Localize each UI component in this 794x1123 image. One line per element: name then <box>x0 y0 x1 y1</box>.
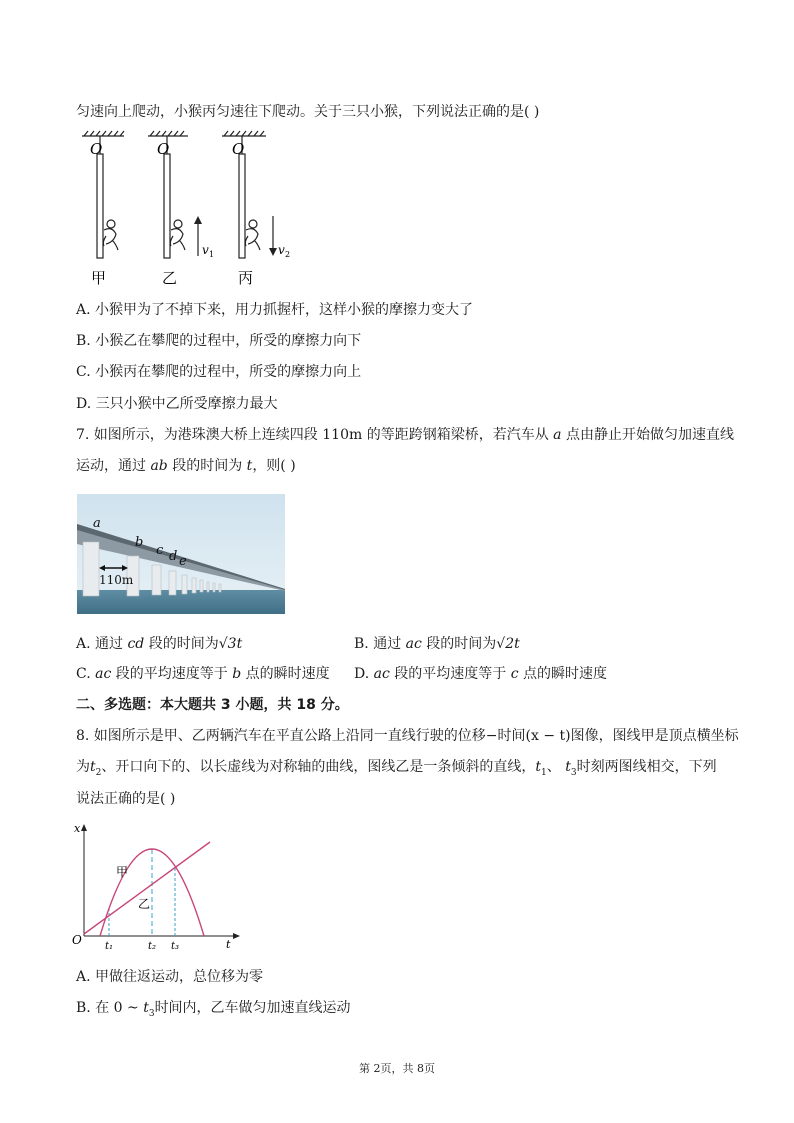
graph-t1: t₁ <box>105 941 114 952</box>
v1-sub: 1 <box>209 250 215 259</box>
v2-sub: 2 <box>285 250 291 259</box>
v1-label: v <box>202 243 209 257</box>
q7-option-c: C. ac 段的平均速度等于 b 点的瞬时速度 <box>76 666 330 682</box>
graph-x-label: t <box>226 938 231 951</box>
pivot-label-1: O <box>90 140 103 158</box>
q7-option-d: D. ac 段的平均速度等于 c 点的瞬时速度 <box>354 666 608 682</box>
v2-label: v <box>278 243 285 257</box>
graph-curve-jia: 甲 <box>116 865 129 879</box>
q8-xt-graph <box>68 816 248 956</box>
q7-stem-line1: 7. 如图所示，为港珠澳大桥上连续四段 110m 的等距跨钢箱梁桥，若汽车从 a 点由静止开始做匀加速直线 <box>76 427 734 443</box>
q7-option-b: B. 通过 ac 段的时间为√2t <box>354 636 520 652</box>
q7-stem-line2: 运动，通过 ab 段的时间为 t，则( ) <box>76 458 296 474</box>
photo-dim-label: 110m <box>99 573 134 587</box>
q6-option-b: B. 小猴乙在攀爬的过程中，所受的摩擦力向下 <box>76 333 362 349</box>
q8-stem-line3: 说法正确的是( ) <box>76 791 176 807</box>
name-jia: 甲 <box>91 269 107 287</box>
name-yi: 乙 <box>162 269 178 287</box>
q6-stem: 匀速向上爬动，小猴丙匀速往下爬动。关于三只小猴，下列说法正确的是( ) <box>76 104 540 120</box>
photo-label-c: c <box>156 543 164 558</box>
q6-option-d: D. 三只小猴中乙所受摩擦力最大 <box>76 396 278 412</box>
q6-option-a: A. 小猴甲为了不掉下来，用力抓握杆，这样小猴的摩擦力变大了 <box>76 302 474 318</box>
q8-option-b: B. 在 0 ~ $t_3$时间内，乙车做匀加速直线运动 <box>76 1000 351 1019</box>
graph-origin: O <box>72 933 82 947</box>
photo-label-e: e <box>179 554 187 569</box>
graph-t2: t₂ <box>148 941 157 952</box>
q8-stem-line1: 8. 如图所示是甲、乙两辆汽车在平直公路上沿同一直线行驶的位移−时间(x − t)图像，图线甲是顶点横坐标 <box>76 728 739 744</box>
photo-label-a: a <box>93 516 101 531</box>
q6-option-c: C. 小猴丙在攀爬的过程中，所受的摩擦力向上 <box>76 364 362 380</box>
q8-option-a: A. 甲做往返运动，总位移为零 <box>76 969 264 985</box>
graph-line-yi: 乙 <box>138 897 151 911</box>
q6-figure-monkeys <box>76 128 316 288</box>
photo-label-d: d <box>169 549 178 564</box>
q8-stem-line2: 为$t_2$、开口向下的、以长虚线为对称轴的曲线，图线乙是一条倾斜的直线，$t_1$、 $t_3$时刻两图线相交，下列 <box>76 759 717 778</box>
section-heading-multi-choice: 二、多选题：本大题共 3 小题，共 18 分。 <box>76 697 349 713</box>
graph-y-label: x <box>74 822 81 835</box>
photo-label-b: b <box>135 535 144 550</box>
pivot-label-3: O <box>232 140 245 158</box>
q7-bridge-photo <box>77 494 285 614</box>
q7-option-a: A. 通过 cd 段的时间为√3t <box>76 636 243 652</box>
pivot-label-2: O <box>157 140 170 158</box>
page-footer: 第 2页，共 8页 <box>359 1062 435 1075</box>
name-bing: 丙 <box>238 269 254 287</box>
graph-t3: t₃ <box>171 941 180 952</box>
